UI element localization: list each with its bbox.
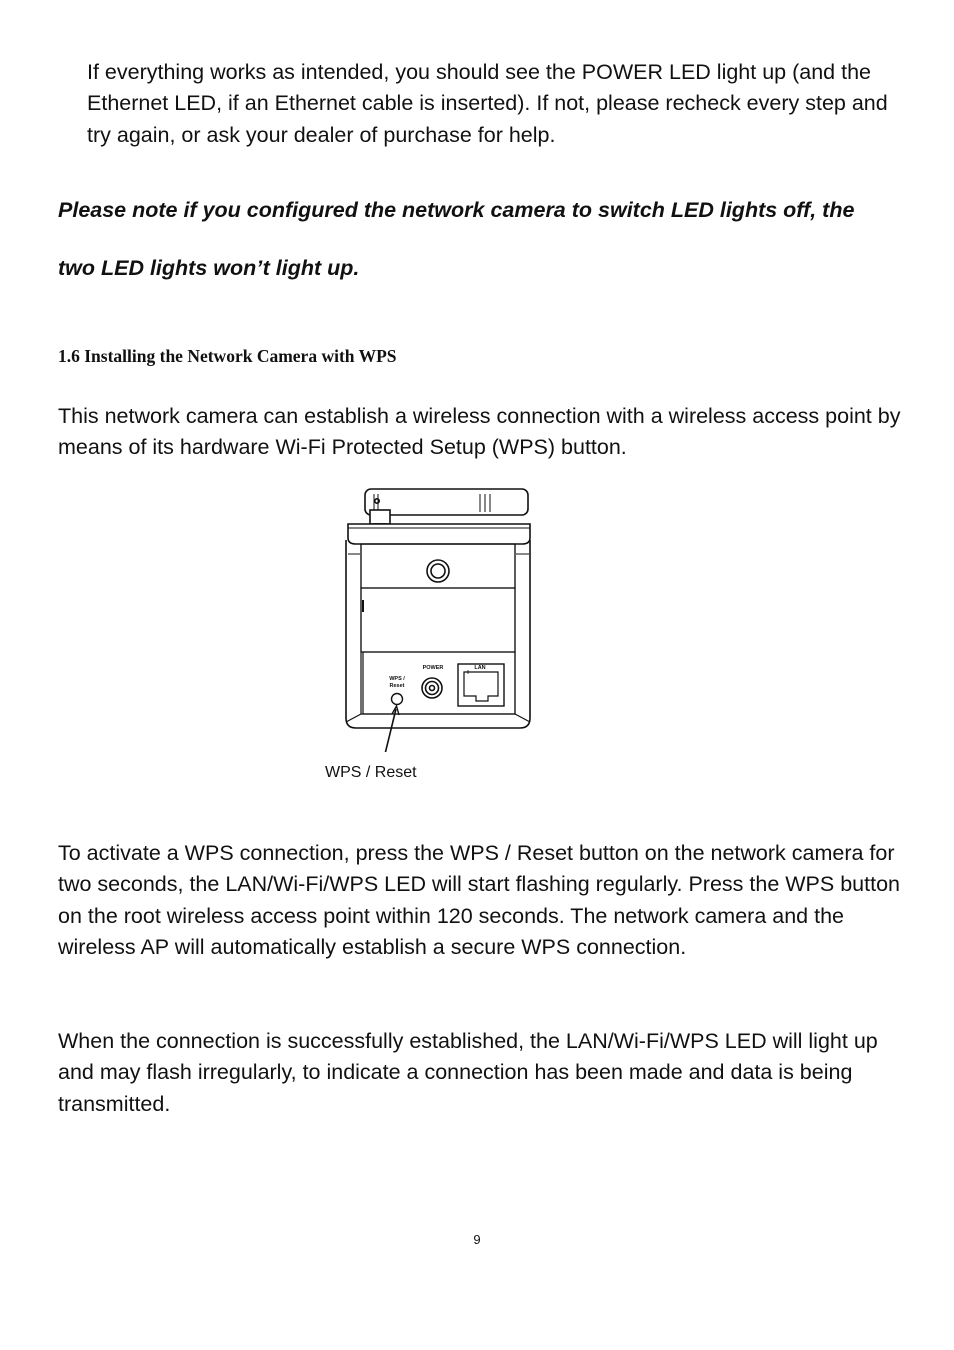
section-paragraph-2: To activate a WPS connection, press the WPS / Reset button on the network camera for two seconds, the LAN/Wi-Fi/WPS LED will start flashing regularly. Press the WPS button on the root wireless access point within 120 seconds. The network camera and the wireless AP will automatically establish a secure WPS connection.: [58, 841, 900, 959]
pointer-arrow: [385, 709, 396, 752]
figure-caption: WPS / Reset: [325, 764, 417, 781]
label-wps: WPS /: [389, 676, 405, 682]
label-lan: LAN: [474, 665, 486, 671]
page-number: 9: [473, 1232, 481, 1247]
camera-back-figure: [330, 482, 550, 752]
section-paragraph-1: This network camera can establish a wireless connection with a wireless access point by means of its hardware Wi-Fi Protected Setup (WPS) button.: [58, 404, 901, 460]
section-paragraph-3: When the connection is successfully established, the LAN/Wi-Fi/WPS LED will light up and may flash irregularly, to indicate a connection has been made and data is being transmitted.: [58, 1029, 878, 1116]
label-power: POWER: [422, 665, 444, 671]
note-line-2: two LED lights won’t light up.: [58, 256, 360, 280]
label-reset: Reset: [389, 683, 405, 689]
intro-paragraph: If everything works as intended, you should see the POWER LED light up (and the Ethernet LED, if an Ethernet cable is inserted). If not, please recheck every step and try again, or ask your dealer of purchase for help.: [87, 60, 888, 147]
note-line-1: Please note if you configured the network camera to switch LED lights off, the: [58, 198, 855, 222]
section-heading: 1.6 Installing the Network Camera with WPS: [58, 346, 397, 366]
wps-reset-button-shape: [392, 694, 403, 705]
camera-body-shape: [346, 540, 530, 728]
